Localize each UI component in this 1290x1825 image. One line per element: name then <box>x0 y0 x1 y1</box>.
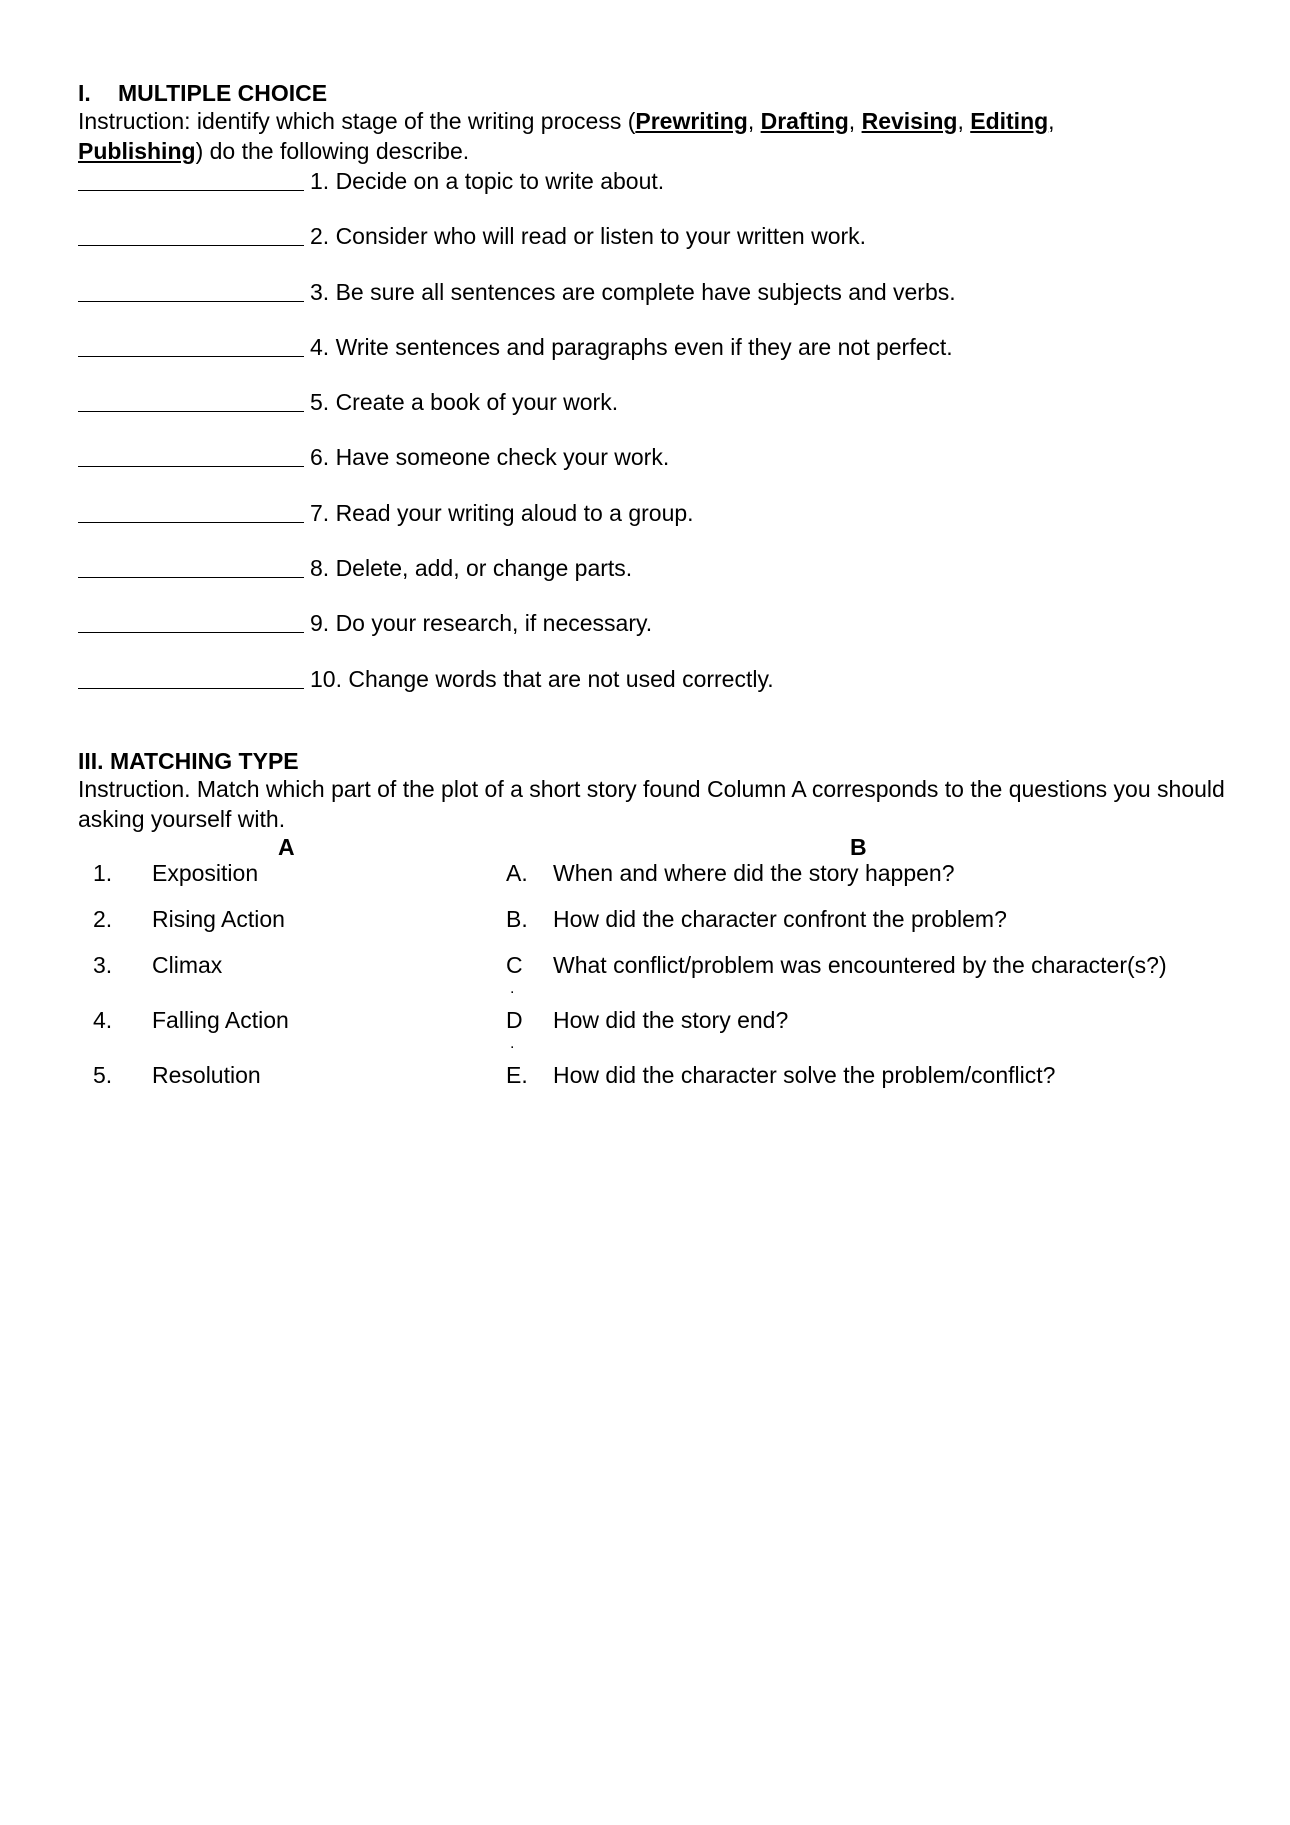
column-b-letter: A. <box>506 860 528 886</box>
matching-row <box>78 952 1228 1007</box>
question-text: 10. Change words that are not used correctly. <box>310 665 774 692</box>
answer-blank[interactable] <box>78 279 304 302</box>
question-item <box>78 334 1228 389</box>
column-b-question: How did the story end? <box>553 1007 789 1033</box>
stage-revising: Revising <box>861 108 958 134</box>
stage-prewriting: Prewriting <box>635 108 748 134</box>
question-text: 9. Do your research, if necessary. <box>310 610 653 637</box>
column-a-term: Climax <box>152 952 223 978</box>
column-b-letter: B. <box>506 906 528 932</box>
section1-number: I. <box>78 80 91 106</box>
stage-drafting: Drafting <box>760 108 849 134</box>
column-b-question: How did the character confront the problem? <box>553 906 1007 932</box>
answer-blank[interactable] <box>78 334 304 357</box>
column-a-header: A <box>278 834 295 860</box>
question-text: 8. Delete, add, or change parts. <box>310 555 633 582</box>
column-b-header: B <box>850 834 867 860</box>
column-b-letter: D <box>506 1007 523 1033</box>
question-text: 1. Decide on a topic to write about. <box>310 168 665 194</box>
question-text: 4. Write sentences and paragraphs even if they are not perfect. <box>310 333 953 360</box>
question-item <box>78 223 1228 278</box>
stage-publishing: Publishing <box>78 138 196 164</box>
matching-row <box>78 906 1228 952</box>
question-text: 2. Consider who will read or listen to your written work. <box>310 223 867 250</box>
answer-blank[interactable] <box>78 555 304 578</box>
stray-dot: . <box>510 1035 515 1052</box>
question-text: 3. Be sure all sentences are complete have subjects and verbs. <box>310 278 956 305</box>
column-a-term: Rising Action <box>152 906 285 932</box>
column-b-question: What conflict/problem was encountered by the character(s?) <box>553 952 1167 978</box>
section3-title: III. MATCHING TYPE <box>78 748 299 774</box>
matching-row <box>78 1062 1228 1108</box>
question-item <box>78 168 1228 223</box>
separator: , <box>848 108 862 134</box>
question-item <box>78 444 1228 499</box>
column-a-term: Exposition <box>152 860 259 886</box>
answer-blank[interactable] <box>78 500 304 523</box>
section1-title: MULTIPLE CHOICE <box>118 80 328 106</box>
section1-instruction <box>78 106 1228 166</box>
answer-blank[interactable] <box>78 666 304 689</box>
instruction-prefix: Instruction: identify which stage of the writing process ( <box>78 108 636 134</box>
question-item <box>78 500 1228 555</box>
section3 <box>78 748 1228 1108</box>
row-number: 1. <box>93 860 113 886</box>
separator: , <box>747 108 761 134</box>
answer-blank[interactable] <box>78 389 304 412</box>
stray-dot: . <box>510 980 515 997</box>
separator: , <box>957 108 971 134</box>
question-list <box>78 168 1228 721</box>
answer-blank[interactable] <box>78 223 304 246</box>
column-a-term: Resolution <box>152 1062 261 1088</box>
section3-instruction: Instruction. Match which part of the plot of a short story found Column A corresponds to the questions you should asking yourself with. <box>78 776 1225 832</box>
column-a-term: Falling Action <box>152 1007 289 1033</box>
matching-row <box>78 1007 1228 1062</box>
row-number: 3. <box>93 952 113 978</box>
column-b-question: When and where did the story happen? <box>553 860 955 886</box>
column-b-letter: C <box>506 952 523 978</box>
column-headers <box>78 834 1228 860</box>
separator: , <box>1048 108 1055 134</box>
answer-blank[interactable] <box>78 168 304 191</box>
answer-blank[interactable] <box>78 444 304 467</box>
worksheet-page <box>78 80 1228 1088</box>
question-item <box>78 389 1228 444</box>
answer-blank[interactable] <box>78 610 304 633</box>
row-number: 2. <box>93 906 113 932</box>
column-b-question: How did the character solve the problem/conflict? <box>553 1062 1056 1088</box>
question-item <box>78 610 1228 665</box>
question-text: 5. Create a book of your work. <box>310 389 619 416</box>
column-b-letter: E. <box>506 1062 528 1088</box>
question-item <box>78 666 1228 721</box>
matching-row <box>78 860 1228 906</box>
question-text: 6. Have someone check your work. <box>310 444 670 471</box>
question-item <box>78 279 1228 334</box>
question-item <box>78 555 1228 610</box>
instruction-suffix: ) do the following describe. <box>195 138 470 164</box>
stage-editing: Editing <box>970 108 1049 134</box>
row-number: 4. <box>93 1007 113 1033</box>
section1-heading <box>78 80 1228 106</box>
row-number: 5. <box>93 1062 113 1088</box>
question-text: 7. Read your writing aloud to a group. <box>310 499 694 526</box>
